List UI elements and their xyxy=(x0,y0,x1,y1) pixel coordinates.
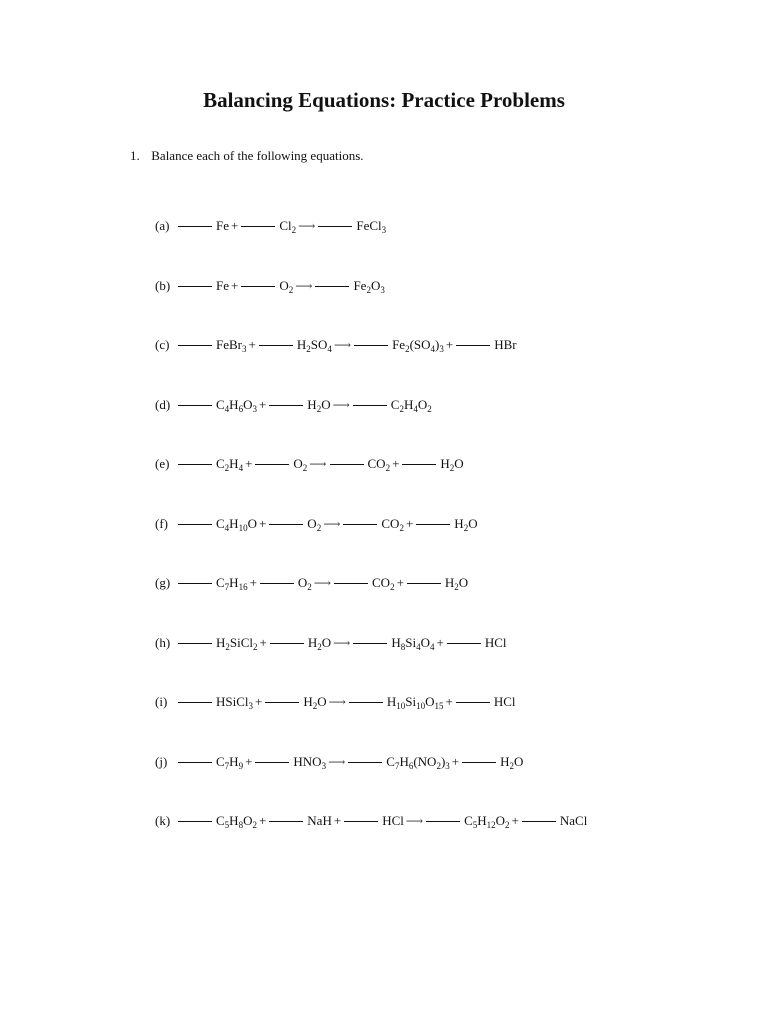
species xyxy=(216,278,229,293)
formula-text: H xyxy=(399,753,409,769)
subscript: 2 xyxy=(405,344,410,354)
formula-text: O xyxy=(321,396,331,412)
formula-text: SO xyxy=(310,337,328,352)
subscript: 2 xyxy=(306,344,311,354)
coefficient-blank[interactable] xyxy=(354,344,388,346)
equation-row xyxy=(155,335,517,355)
reaction-arrow: ⟶ xyxy=(333,635,351,650)
coefficient-blank[interactable] xyxy=(178,463,212,465)
equation-row xyxy=(155,395,432,415)
formula-text: C xyxy=(216,813,225,828)
subscript: 2 xyxy=(253,641,258,652)
formula-text: H xyxy=(307,396,317,412)
formula-text: H xyxy=(216,634,226,650)
equation-row xyxy=(155,692,515,712)
species xyxy=(485,635,507,650)
subscript: 15 xyxy=(434,701,444,711)
species xyxy=(216,218,229,233)
subscript: 3 xyxy=(445,760,450,771)
formula-text: H xyxy=(303,694,313,709)
subscript: 3 xyxy=(380,284,385,295)
formula-text: HBr xyxy=(494,337,517,352)
coefficient-blank[interactable] xyxy=(353,642,387,644)
coefficient-blank[interactable] xyxy=(522,820,556,822)
formula-text: O xyxy=(317,694,327,709)
formula-text: Si xyxy=(405,634,417,650)
plus-sign: + xyxy=(255,694,263,709)
plus-sign: + xyxy=(249,575,257,590)
subscript: 3 xyxy=(252,403,257,414)
subscript: 7 xyxy=(224,582,230,592)
species xyxy=(356,218,386,233)
species xyxy=(382,813,404,828)
subscript: 2 xyxy=(291,225,297,235)
formula-text: Fe xyxy=(392,337,406,352)
equation-label: (g) xyxy=(155,575,171,590)
equation-label: (b) xyxy=(155,277,171,293)
subscript: 6 xyxy=(238,403,244,414)
equation-label: (d) xyxy=(155,396,171,412)
reaction-arrow: ⟶ xyxy=(295,278,313,293)
equation-row xyxy=(155,454,464,474)
plus-sign: + xyxy=(333,813,342,828)
equation-label: (i) xyxy=(155,694,168,709)
subscript: 2 xyxy=(505,820,510,830)
formula-text: O xyxy=(458,575,469,590)
formula-text: H xyxy=(444,575,455,590)
species xyxy=(494,337,516,352)
species xyxy=(372,575,395,590)
coefficient-blank[interactable] xyxy=(456,701,490,703)
species xyxy=(445,575,468,590)
subscript: 10 xyxy=(238,522,248,533)
subscript: 2 xyxy=(463,522,469,533)
subscript: 2 xyxy=(317,641,322,652)
formula-text: H xyxy=(403,396,414,412)
formula-text: O xyxy=(321,634,332,650)
species xyxy=(560,813,587,828)
formula-text: O xyxy=(247,515,257,531)
instruction xyxy=(130,148,364,164)
equation-label: (e) xyxy=(155,456,170,471)
formula-text: NaCl xyxy=(559,813,588,828)
formula-text: FeCl xyxy=(356,218,382,233)
subscript: 4 xyxy=(224,403,230,414)
reaction-arrow: ⟶ xyxy=(323,516,341,531)
species xyxy=(454,516,477,531)
subscript: 8 xyxy=(238,820,244,830)
species xyxy=(216,516,257,531)
species xyxy=(464,813,509,828)
subscript: 4 xyxy=(416,641,421,652)
species xyxy=(293,456,307,471)
formula-text: O xyxy=(495,813,506,828)
subscript: 2 xyxy=(436,760,441,771)
species xyxy=(216,337,247,352)
coefficient-blank[interactable] xyxy=(447,642,481,644)
page-title: Balancing Equations: Practice Problems xyxy=(203,88,565,112)
equation-row xyxy=(155,811,587,831)
species xyxy=(392,337,444,352)
species xyxy=(386,754,450,769)
subscript: 3 xyxy=(381,225,387,235)
subscript: 2 xyxy=(454,582,459,592)
formula-text: C xyxy=(216,575,225,590)
coefficient-blank[interactable] xyxy=(315,285,349,287)
coefficient-blank[interactable] xyxy=(178,642,212,644)
coefficient-blank[interactable] xyxy=(456,344,490,346)
formula-text: H xyxy=(229,753,239,769)
plus-sign: + xyxy=(405,515,414,531)
plus-sign: + xyxy=(436,634,444,650)
formula-text: H xyxy=(307,634,318,650)
coefficient-blank[interactable] xyxy=(241,225,275,227)
formula-text: Fe xyxy=(216,218,229,233)
formula-text: C xyxy=(216,515,225,531)
species xyxy=(500,754,523,769)
species xyxy=(307,516,321,531)
subscript: 3 xyxy=(321,760,327,771)
plus-sign: + xyxy=(258,813,267,828)
formula-text: O xyxy=(417,396,428,412)
coefficient-blank[interactable] xyxy=(260,582,294,584)
coefficient-blank[interactable] xyxy=(178,523,212,525)
formula-text: O xyxy=(514,753,524,769)
formula-text: O xyxy=(243,813,253,828)
formula-text: Cl xyxy=(279,218,292,233)
species xyxy=(303,694,326,709)
coefficient-blank[interactable] xyxy=(353,404,387,406)
subscript: 4 xyxy=(327,344,332,354)
plus-sign: + xyxy=(445,694,453,709)
formula-text: O xyxy=(370,277,381,293)
species xyxy=(216,575,248,590)
species xyxy=(298,575,312,590)
subscript: 16 xyxy=(238,582,248,592)
formula-text: CO xyxy=(367,456,386,471)
formula-text: H xyxy=(229,515,239,531)
subscript: 2 xyxy=(509,760,515,771)
formula-text: Si xyxy=(405,694,417,709)
subscript: 3 xyxy=(248,701,254,711)
species xyxy=(307,397,330,412)
plus-sign: + xyxy=(392,456,400,471)
formula-text: C xyxy=(464,813,473,828)
species xyxy=(279,218,296,233)
plus-sign: + xyxy=(245,456,253,471)
subscript: 2 xyxy=(224,463,230,473)
equation-label: (a) xyxy=(155,218,170,233)
coefficient-blank[interactable] xyxy=(349,701,383,703)
formula-text: HCl xyxy=(493,694,516,709)
formula-text: Fe xyxy=(353,277,367,293)
subscript: 2 xyxy=(225,641,230,652)
subscript: 4 xyxy=(429,641,435,652)
coefficient-blank[interactable] xyxy=(259,344,293,346)
formula-text: SiCl xyxy=(229,634,254,650)
coefficient-blank[interactable] xyxy=(178,701,212,703)
species xyxy=(391,397,432,412)
equation-row xyxy=(155,216,386,236)
formula-text: C xyxy=(216,456,225,471)
formula-text: (NO xyxy=(413,753,437,769)
plus-sign: + xyxy=(451,753,460,769)
species xyxy=(353,278,384,293)
formula-text: O xyxy=(468,515,478,531)
species xyxy=(216,754,243,769)
equation-label: (f) xyxy=(155,515,168,531)
species xyxy=(297,337,332,352)
formula-text: HCl xyxy=(382,813,404,828)
formula-text: CO xyxy=(372,575,391,590)
reaction-arrow: ⟶ xyxy=(405,814,424,828)
coefficient-blank[interactable] xyxy=(178,344,212,346)
formula-text: ) xyxy=(440,753,446,769)
coefficient-blank[interactable] xyxy=(318,225,352,227)
formula-text: O xyxy=(297,575,308,590)
formula-text: C xyxy=(390,396,400,412)
species xyxy=(216,694,253,709)
subscript: 2 xyxy=(390,582,395,592)
formula-text: O xyxy=(279,277,289,293)
equation-label: (k) xyxy=(155,813,171,828)
formula-text: HCl xyxy=(484,634,507,650)
coefficient-blank[interactable] xyxy=(241,285,275,287)
coefficient-blank[interactable] xyxy=(270,642,304,644)
formula-text: C xyxy=(216,753,225,769)
formula-text: Fe xyxy=(216,277,229,293)
coefficient-blank[interactable] xyxy=(269,523,303,525)
coefficient-blank[interactable] xyxy=(255,463,289,465)
formula-text: O xyxy=(307,515,317,531)
plus-sign: + xyxy=(245,753,253,769)
equation-label: (j) xyxy=(155,753,168,769)
formula-text: ) xyxy=(435,337,440,352)
species xyxy=(293,754,326,769)
plus-sign: + xyxy=(258,396,267,412)
subscript: 2 xyxy=(252,820,257,830)
formula-text: H xyxy=(391,634,401,650)
subscript: 2 xyxy=(385,463,391,473)
subscript: 7 xyxy=(224,760,230,771)
formula-text: H xyxy=(229,456,239,471)
species xyxy=(307,813,332,828)
equation-row xyxy=(155,514,478,534)
subscript: 9 xyxy=(238,760,244,771)
coefficient-blank[interactable] xyxy=(178,225,212,227)
coefficient-blank[interactable] xyxy=(407,582,441,584)
reaction-arrow: ⟶ xyxy=(309,457,327,471)
coefficient-blank[interactable] xyxy=(265,701,299,703)
species xyxy=(279,278,293,293)
reaction-arrow: ⟶ xyxy=(298,219,316,233)
formula-text: HSiCl xyxy=(216,694,249,709)
species xyxy=(216,635,258,650)
subscript: 10 xyxy=(396,701,406,711)
coefficient-blank[interactable] xyxy=(348,761,382,763)
subscript: 2 xyxy=(366,284,371,295)
subscript: 7 xyxy=(394,760,400,771)
subscript: 3 xyxy=(439,344,444,354)
plus-sign: + xyxy=(445,337,454,352)
species xyxy=(387,694,444,709)
equation-row xyxy=(155,633,506,653)
instruction-text: Balance each of the following equations. xyxy=(151,148,364,163)
formula-text: O xyxy=(425,694,435,709)
species xyxy=(216,397,257,412)
coefficient-blank[interactable] xyxy=(334,582,368,584)
subscript: 4 xyxy=(224,522,230,533)
subscript: 2 xyxy=(449,463,455,473)
equation-row xyxy=(155,276,385,296)
species xyxy=(391,635,434,650)
plus-sign: + xyxy=(259,634,267,650)
coefficient-blank[interactable] xyxy=(178,404,212,406)
formula-text: CO xyxy=(381,515,400,531)
formula-text: O xyxy=(454,456,464,471)
formula-text: (SO xyxy=(409,337,431,352)
coefficient-blank[interactable] xyxy=(416,523,450,525)
species xyxy=(368,456,391,471)
species xyxy=(308,635,331,650)
subscript: 2 xyxy=(399,403,404,414)
formula-text: H xyxy=(477,813,487,828)
coefficient-blank[interactable] xyxy=(426,820,460,822)
coefficient-blank[interactable] xyxy=(178,285,212,287)
equation-label: (c) xyxy=(155,337,170,352)
species xyxy=(381,516,404,531)
coefficient-blank[interactable] xyxy=(178,761,212,763)
formula-text: H xyxy=(296,337,307,352)
subscript: 10 xyxy=(416,701,426,711)
subscript: 3 xyxy=(242,344,247,354)
subscript: 2 xyxy=(312,701,318,711)
subscript: 2 xyxy=(427,403,432,414)
subscript: 2 xyxy=(302,463,308,473)
subscript: 8 xyxy=(400,641,406,652)
reaction-arrow: ⟶ xyxy=(328,754,346,769)
coefficient-blank[interactable] xyxy=(462,761,496,763)
formula-text: FeBr xyxy=(216,337,242,352)
subscript: 2 xyxy=(316,522,322,533)
formula-text: C xyxy=(386,753,395,769)
plus-sign: + xyxy=(231,218,239,233)
formula-text: HNO xyxy=(293,753,322,769)
species xyxy=(440,456,463,471)
instruction-number: 1. xyxy=(130,148,140,163)
formula-text: H xyxy=(386,694,397,709)
equation-row xyxy=(155,752,523,772)
subscript: 4 xyxy=(430,344,436,354)
subscript: 4 xyxy=(413,403,418,414)
subscript: 6 xyxy=(408,760,414,771)
subscript: 2 xyxy=(399,522,404,533)
formula-text: H xyxy=(229,813,239,828)
species xyxy=(216,813,257,828)
reaction-arrow: ⟶ xyxy=(332,397,350,412)
coefficient-blank[interactable] xyxy=(269,820,303,822)
subscript: 12 xyxy=(486,820,496,830)
coefficient-blank[interactable] xyxy=(402,463,436,465)
subscript: 2 xyxy=(288,284,294,295)
formula-text: O xyxy=(420,634,430,650)
coefficient-blank[interactable] xyxy=(178,820,212,822)
reaction-arrow: ⟶ xyxy=(313,576,331,590)
formula-text: NaH xyxy=(307,813,332,828)
formula-text: H xyxy=(440,456,450,471)
equation-label: (h) xyxy=(155,634,171,650)
coefficient-blank[interactable] xyxy=(269,404,303,406)
reaction-arrow: ⟶ xyxy=(328,695,346,709)
formula-text: H xyxy=(454,515,464,531)
species xyxy=(216,456,243,471)
species xyxy=(494,694,516,709)
equation-row xyxy=(155,573,468,593)
subscript: 5 xyxy=(224,820,230,830)
plus-sign: + xyxy=(248,337,256,352)
formula-text: C xyxy=(216,396,225,412)
coefficient-blank[interactable] xyxy=(255,761,289,763)
plus-sign: + xyxy=(231,277,239,293)
subscript: 2 xyxy=(307,582,312,592)
formula-text: H xyxy=(500,753,510,769)
coefficient-blank[interactable] xyxy=(344,820,378,822)
coefficient-blank[interactable] xyxy=(178,582,212,584)
coefficient-blank[interactable] xyxy=(343,523,377,525)
reaction-arrow: ⟶ xyxy=(333,338,352,352)
formula-text: H xyxy=(229,575,239,590)
coefficient-blank[interactable] xyxy=(330,463,364,465)
subscript: 4 xyxy=(238,463,244,473)
formula-text: O xyxy=(293,456,303,471)
formula-text: H xyxy=(229,396,239,412)
subscript: 2 xyxy=(316,403,322,414)
formula-text: O xyxy=(243,396,253,412)
plus-sign: + xyxy=(396,575,404,590)
subscript: 5 xyxy=(472,820,478,830)
plus-sign: + xyxy=(258,515,267,531)
plus-sign: + xyxy=(511,813,519,828)
